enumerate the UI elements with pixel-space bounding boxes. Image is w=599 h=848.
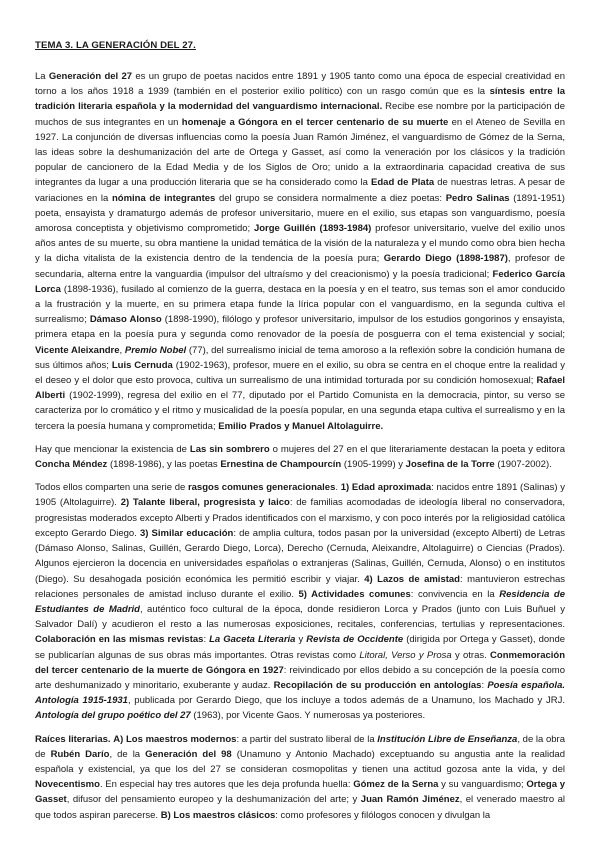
text-run: La (35, 71, 49, 82)
text-run: (Unamuno y Antonio Machado) exceptuando su angustia ante la realidad española y existencial, ya que los del 27 se consideran cosmopolitas y tienen una actitud gozosa ante la vida, y del (35, 748, 565, 775)
text-run: Las sin sombrero (189, 443, 270, 455)
text-run: : mantuvieron estrechas relaciones personales de amistad incluso durante el exilio. (35, 573, 566, 600)
text-run: Vicente Aleixandre (35, 344, 120, 356)
text-run: . (335, 482, 341, 494)
text-run: 1) Edad aproximada (340, 482, 432, 494)
text-run: Residencia de Estudiantes de Madrid (35, 588, 566, 615)
paragraph-sin-sombrero (35, 442, 565, 472)
text-run: 3) Similar educación (139, 527, 234, 539)
text-run: (1891-1951) poeta, ensayista y dramaturgo además de profesor universitario, muere en el exilio, sus etapas son vanguardismo, poesía amorosa conceptista y objetivismo comprometido; (35, 192, 565, 235)
text-run: . En especial hay tres autores que les deja profunda huella: (99, 779, 354, 791)
text-run: o mujeres del 27 en el que literariamente destacan la poeta y editora (269, 443, 565, 455)
text-run: A) Los maestros modernos (113, 733, 237, 745)
text-run: , el venerado maestro al que todos aspiran parecerse. (35, 794, 565, 821)
text-run: Concha Méndez (35, 459, 108, 471)
text-run: rasgos comunes generacionales (187, 482, 336, 494)
text-run: Rafael Alberti (35, 375, 565, 402)
text-run: (1898-1986), y las poetas (107, 459, 221, 471)
text-run: , profesor de secundaria, alterna entre la vanguardia (impulsor del ultraísmo y del creacionismo) y la poesía tradicional; (35, 253, 565, 280)
text-run: Gerardo Diego (1898-1987) (383, 253, 508, 265)
text-run: Hay que mencionar la existencia de (35, 443, 190, 455)
text-run: nómina de integrantes (111, 192, 216, 204)
text-run: : (203, 634, 210, 646)
text-run: (1902-1999), regresa del exilio en el 77, diputado por el Partido Comunista en la democracia, pintor, su verso se caracteriza por lo cromático y el ritmo y musicalidad de la poesía popular, en una segunda etapa cultiva el surrealismo y en la tercera la poesía humana y comprometida; (35, 390, 565, 432)
text-run: Emilio Prados y Manuel Altolaguirre. (218, 420, 384, 432)
text-run: y otras. (451, 649, 491, 661)
text-run: Juan Ramón Jiménez (360, 794, 460, 806)
text-run: Antología del grupo poético del 27 (35, 710, 191, 722)
text-run: La Gaceta Literaria (209, 634, 296, 646)
text-run: de nuestras letras. A pesar de variaciones en la (35, 177, 565, 204)
text-run: : (481, 679, 488, 691)
document-title: TEMA 3. LA GENERACIÓN DEL 27. (35, 40, 196, 51)
text-run: Generación del 27 (48, 71, 133, 82)
paragraph-generation (35, 69, 565, 434)
text-run: Novecentismo (35, 779, 100, 791)
text-run: en el Ateneo de Sevilla en 1927. La conjunción de diversas influencias como la poesía Juan Ramón Jiménez, el vanguardismo de Gómez de la Serna, las ideas sobre la deshumanización del arte de Ortega y Gasset, así como la veneración por los clásicos y la tradición popular de cancionero de la Edad Media y de los Siglos de Oro; unido a la extraordinaria capacidad creativa de sus integrantes da lugar a una producción literaria que se ha considerado como la (35, 116, 565, 189)
text-run: 2) Talante liberal, progresista y laico (120, 497, 290, 509)
text-run: : a partir del sustrato liberal de la (236, 733, 378, 745)
text-run: profesor universitario, vuelve del exilio unos años antes de su muerte, su obra mantiene la unidad temática de la visión de la naturaleza y el mundo como obra bien hecha y la dicha vitalista de la existencia dentro de la tendencia de la poesía pura; (35, 223, 565, 265)
text-run: , (119, 344, 125, 356)
text-run: 4) Lazos de amistad (364, 573, 460, 585)
text-run: Recopilación de su producción en antologías (273, 679, 482, 691)
document-body (35, 69, 565, 823)
text-run: es un grupo de poetas nacidos entre 1891 y 1905 tanto como una época de especial creatividad en torno a los años 1918 a 1939 (también en el posterior exilio político) con un rasgo común que es la (35, 71, 565, 98)
text-run: (1898-1936), fusilado al comienzo de la guerra, destaca en la poesía y en el teatro, sus temas son el amor conducido a la frustración y la muerte, en su primera etapa funde la lírica popular con el vanguardismo, en la segunda cultiva el surrealismo; (35, 283, 565, 326)
text-run: Litoral, Verso y Prosa (359, 649, 452, 661)
text-run: B) Los maestros clásicos (160, 809, 276, 821)
text-run: : reivindicado por ellos debido a su concepción de la poesía como arte deshumanizado y minoritario, exuberante y audaz. (35, 664, 565, 691)
text-run: Conmemoración del tercer centenario de la muerte de Góngora en 1927 (35, 649, 566, 676)
text-run: , publicada por Gerardo Diego, que los incluye a todos además de a Unamuno, los Machado y JRJ. (127, 695, 566, 707)
paragraph-common-traits (35, 480, 565, 723)
text-run: Todos ellos comparten una serie de (35, 482, 188, 494)
text-run: Pedro Salinas (445, 192, 510, 204)
text-run: , difusor del pensamiento europeo y la deshumanización del arte; y (66, 794, 361, 806)
text-run: (1963), por Vicente Gaos. Y numerosas ya posteriores. (190, 710, 426, 722)
text-run: y (295, 634, 307, 646)
text-run: Generación del 98 (145, 748, 232, 760)
text-run: Ortega y Gasset (35, 779, 565, 806)
text-run: (dirigida por Ortega y Gasset), donde se publicarían algunas de sus obras más importantes. Otras revistas como (35, 634, 566, 661)
text-run: (1902-1963), profesor, muere en el exilio, su obra se centra en el choque entre la realidad y el deseo y el dolor que esto provoca, cultiva un surrealismo de una intimidad torturada por su condición homosexual; (35, 359, 566, 387)
text-run: Revista de Occidente (306, 634, 404, 646)
text-run: síntesis entre la tradición literaria española y la modernidad del vanguardismo internacional. (35, 86, 566, 113)
text-run: Poesía española. Antología 1915-1931 (35, 679, 565, 707)
text-run: Gómez de la Serna (353, 779, 439, 791)
text-run: 5) Actividades comunes (298, 588, 411, 600)
text-run: Josefina de la Torre (405, 459, 495, 471)
text-run: , de la obra de (35, 733, 566, 760)
text-run: , de la (109, 748, 146, 760)
text-run: Colaboración en las mismas revistas (35, 634, 204, 646)
text-run: , auténtico foco cultural de la época, donde residieron Lorca y Prados (junto con Luis Buñuel y Salvador Dalí) y acudieron el resto a las numerosas exposiciones, recitales, conferencias, tertulias y representaciones. (35, 603, 565, 631)
text-run: Federico García Lorca (35, 268, 566, 295)
text-run: : nacidos entre 1891 (Salinas) y 1905 (Altolaguirre). (35, 482, 565, 509)
text-run: del grupo se considera normalmente a diez poetas: (215, 192, 446, 204)
text-run: : de amplia cultura, todos pasan por la universidad (excepto Alberti) de Letras (Dámaso Alonso, Salinas, Guillén, Gerardo Diego, Lorca), Derecho (Cernuda, Aleixandre, Altolaguirre) o Ciencias (Prados). Algunos ejercieron la docencia en universidades españolas o extranjeras (Salinas, Guillén, Cernuda, Alonso) o en institutos (Diego). Su desahogada posición económica les permitió escribir y viajar. (35, 527, 565, 585)
text-run: Edad de Plata (371, 177, 435, 189)
text-run: (77), del surrealismo inicial de tema amoroso a la reflexión sobre la condición humana de sus últimos años; (35, 344, 566, 371)
text-run: Rubén Darío (50, 748, 110, 760)
text-run: Raíces literarias. (35, 733, 111, 745)
text-run: Premio Nobel (124, 344, 187, 356)
text-run: Ernestina de Champourcín (220, 459, 342, 471)
text-run: Institución Libre de Enseñanza (377, 733, 518, 745)
text-run: (1905-1999) y (341, 459, 406, 471)
text-run: Jorge Guillén (1893-1984) (253, 223, 372, 235)
text-run: Dámaso Alonso (89, 314, 162, 326)
text-run: (1907-2002). (494, 459, 552, 471)
paragraph-literary-roots (35, 732, 565, 823)
text-run: Recibe ese nombre por la participación de muchos de sus integrantes en un (35, 101, 565, 128)
text-run: (1898-1990), filólogo y profesor universitario, impulsor de los estudios gongorinos y ensayista, primera etapa en la poesía pura y segunda como renovador de la poesía de posguerra con el tema existencial y social; (35, 314, 565, 341)
text-run: Luis Cernuda (111, 359, 173, 371)
text-run: homenaje a Góngora en el tercer centenario de su muerte (181, 116, 449, 128)
text-run: : como profesores y filólogos conocen y divulgan la (275, 809, 491, 821)
text-run: : convivencia en la (410, 588, 500, 600)
text-run: : de familias acomodadas de ideología liberal no conservadora, progresistas moderados excepto Alberti y Prados identificados con el marxismo, y con poco interés por la religiosidad católica excepto Gerardo Diego. (35, 497, 565, 539)
text-run: y su vanguardismo; (438, 779, 527, 791)
